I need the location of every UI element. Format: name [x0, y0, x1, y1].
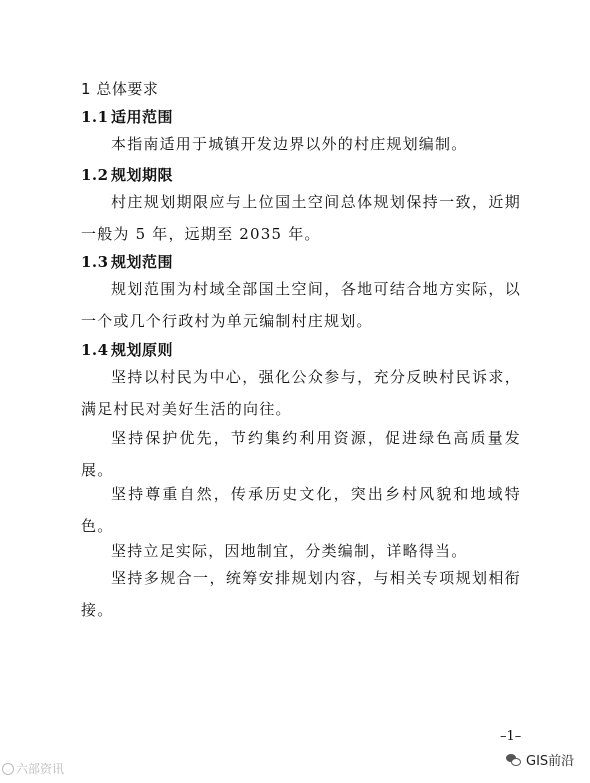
subsection-number: 1.3 [81, 253, 109, 271]
wechat-icon [506, 753, 522, 767]
paragraph: 本指南适用于城镇开发边界以外的村庄规划编制。 [111, 135, 468, 153]
watermark-left [2, 760, 64, 777]
subsection-heading-1-3 [81, 252, 173, 272]
subsection-heading-1-1 [81, 107, 173, 127]
subsection-number: 1.2 [81, 166, 109, 184]
paragraph: 坚持尊重自然，传承历史文化，突出乡村风貌和地域特色。 [81, 485, 521, 535]
page-number: –1– [500, 729, 522, 744]
subsection-heading-1-2 [81, 165, 173, 185]
subsection-number: 1.4 [81, 341, 109, 359]
paragraph: 规划范围为村域全部国土空间，各地可结合地方实际，以一个或几个行政村为单元编制村庄规划。 [81, 280, 521, 330]
paragraph: 坚持以村民为中心，强化公众参与，充分反映村民诉求，满足村民对美好生活的向往。 [81, 368, 521, 418]
watermark-right-text: GIS前沿 [526, 754, 575, 769]
paragraph: 坚持多规合一，统筹安排规划内容，与相关专项规划相衔接。 [81, 569, 521, 619]
subsection-number: 1.1 [81, 108, 109, 126]
subsection-title: 规划期限 [111, 166, 174, 184]
subsection-heading-1-4 [81, 340, 173, 360]
section-heading [81, 79, 158, 99]
watermark-left-text: 六部资讯 [16, 762, 65, 776]
subsection-title: 规划原则 [111, 341, 174, 359]
watermark-right [506, 750, 574, 769]
paragraph: 村庄规划期限应与上位国土空间总体规划保持一致，近期一般为 5 年，远期至 2035 年。 [81, 193, 521, 243]
subsection-title: 规划范围 [111, 253, 174, 271]
circle-logo-icon [2, 763, 14, 775]
section-title: 总体要求 [96, 80, 159, 98]
paragraph: 坚持保护优先，节约集约利用资源，促进绿色高质量发展。 [81, 429, 521, 479]
subsection-title: 适用范围 [111, 108, 174, 126]
section-number: 1 [81, 80, 92, 98]
paragraph: 坚持立足实际，因地制宜，分类编制，详略得当。 [111, 542, 468, 560]
